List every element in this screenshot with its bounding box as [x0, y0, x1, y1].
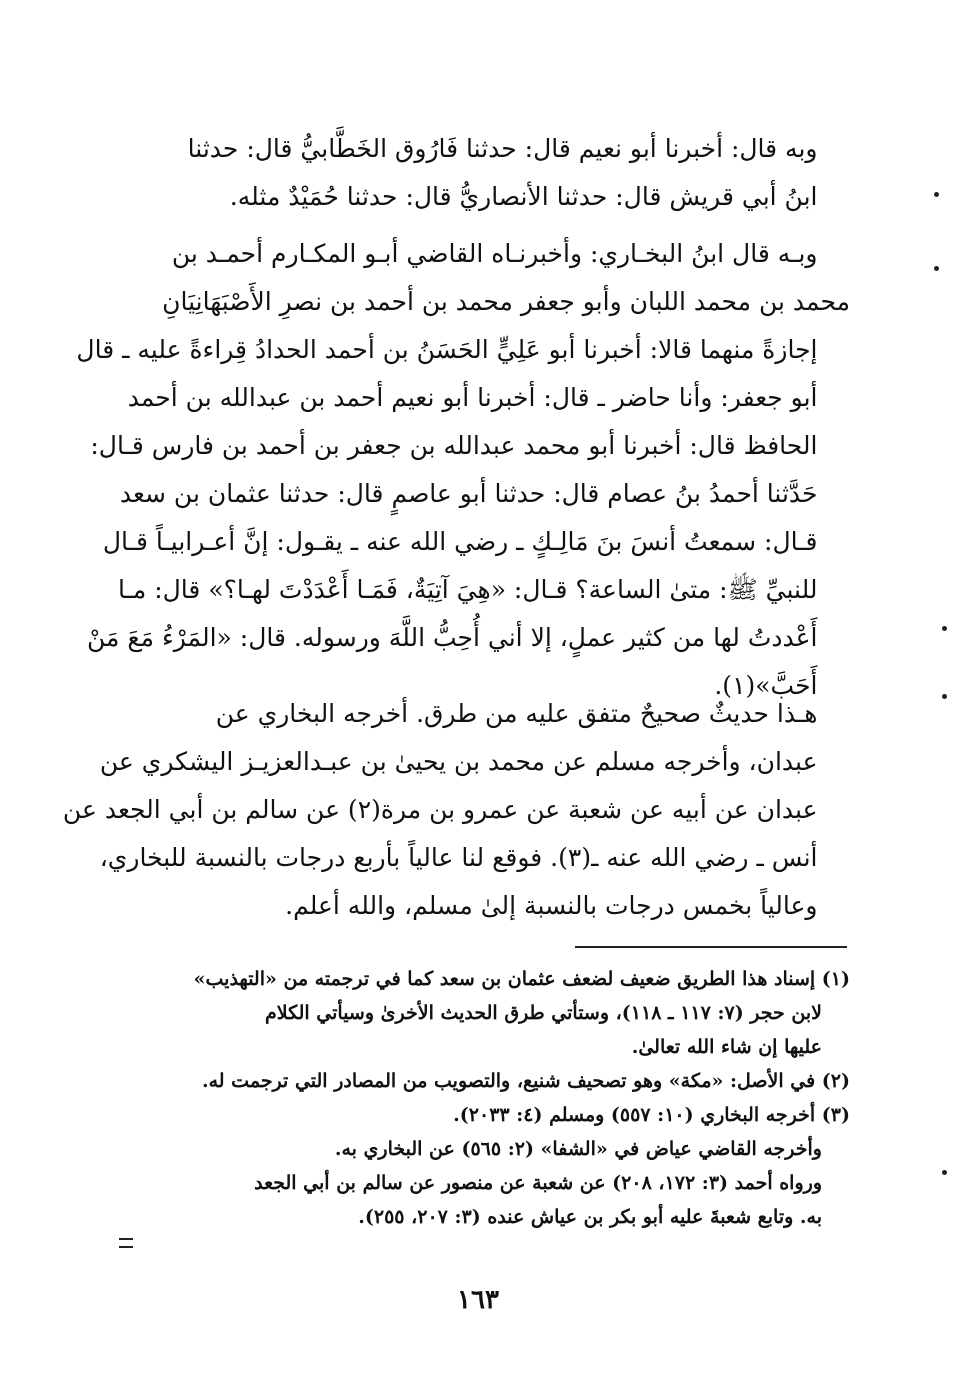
- text-line: قـال: سمعتُ أنسَ بنَ مَالِـكٍ ـ رضي الله عنه ـ يقـول: إنَّ أعـرابيـاً قـال: [102, 527, 818, 556]
- text-line: ابنُ أبي قريش قال: حدثنا الأنصاريُّ قال: حدثنا حُمَيْدٌ مثله.: [229, 182, 818, 211]
- margin-mark: [934, 192, 939, 197]
- text-line: هـذا حديثٌ صحيحٌ متفق عليه من طرق. أخرجه البخاري عن: [215, 699, 818, 728]
- margin-mark: [942, 626, 947, 631]
- text-line: وعالياً بخمس درجات بالنسبة إلىٰ مسلم، والله أعلم.: [285, 891, 818, 920]
- footnote-separator: [575, 946, 847, 948]
- text-line: إجازةً منهما قالا: أخبرنا أبو عَلِيٍّ الحَسَنُ بن أحمد الحدادُ قِراءةً عليه ـ قال: [76, 335, 818, 364]
- footnote-line: ورواه أحمد (٣: ١٧٢، ٢٠٨) عن شعبة عن منصور عن سالم بن أبي الجعد: [254, 1172, 822, 1194]
- footnote-line: (٣) أخرجه البخاري (١٠: ٥٥٧) ومسلم (٤: ٢٠٣٣).: [453, 1104, 850, 1126]
- margin-mark: [934, 266, 939, 271]
- text-line: عبدان عن أبيه عن شعبة عن عمرو بن مرة(٢) عن سالم بن أبي الجعد عن: [62, 795, 818, 824]
- footnote-line: (٢) في الأصل: «مكة» وهو تصحيف شنيع، والتصويب من المصادر التي ترجمت له.: [201, 1070, 850, 1092]
- footnote-line: وأخرجه القاضي عياض في «الشفا» (٢: ٥٦٥) عن البخاري به.: [334, 1138, 822, 1160]
- footnotes: [150, 962, 850, 1234]
- text-line: أَعْددتُ لها من كثير عملٍ، إلا أني أُحِبُّ اللَّهَ ورسوله. قال: «المَرْءُ مَعَ مَنْ: [86, 623, 818, 652]
- paragraph-1: [150, 125, 850, 221]
- text-line: أَحَبَّ»(١).: [714, 671, 818, 700]
- text-line: أنس ـ رضي الله عنه ـ(٣). فوقع لنا عالياً بأربع درجات بالنسبة للبخاري،: [99, 843, 818, 872]
- margin-mark: [119, 1238, 133, 1248]
- margin-mark: [942, 694, 947, 699]
- paragraph-2: [76, 230, 850, 710]
- footnote-line: عليها إن شاء الله تعالىٰ.: [631, 1036, 822, 1058]
- text-line: وبـه قال ابنُ البخـاري: وأخبرنـاه القاضي أبـو المكـارم أحمـد بن: [171, 239, 818, 268]
- text-line: وبه قال: أخبرنا أبو نعيم قال: حدثنا فَارُوق الخَطَّابيُّ قال: حدثنا: [187, 134, 818, 163]
- text-line: الحافظ قال: أخبرنا أبو محمد عبدالله بن جعفر بن أحمد بن فارس قـال:: [90, 431, 818, 460]
- text-line: أبو جعفر: وأنا حاضر ـ قال: أخبرنا أبو نعيم أحمد بن عبدالله بن أحمد: [127, 383, 818, 412]
- text-line: للنبيِّ ﷺ: متىٰ الساعة؟ قـال: «هِيَ آتِيَةٌ، فَمَـا أَعْدَدْتَ لهـا؟» قال: مـا: [117, 575, 818, 604]
- footnote-line: لابن حجر (٧: ١١٧ ـ ١١٨)، وستأتي طرق الحديث الأخرىٰ وسيأتي الكلام: [265, 1002, 822, 1024]
- margin-mark: [942, 1170, 947, 1175]
- page-number: ١٦٣: [457, 1285, 499, 1315]
- text-line: محمد بن محمد اللبان وأبو جعفر محمد بن أحمد بن نصرِ الأَصْبَهَانِيَانِ: [162, 287, 850, 316]
- text-line: عبدان، وأخرجه مسلم عن محمد بن يحيىٰ بن عبـدالعزيـز اليشكري عن: [99, 747, 818, 776]
- text-line: حَدَّثنا أحمدُ بنُ عصام قال: حدثنا أبو عاصمٍ قال: حدثنا عثمان بن سعد: [119, 479, 818, 508]
- footnote-line: (١) إسناد هذا الطريق ضعيف لضعف عثمان بن سعد كما في ترجمته من «التهذيب»: [193, 968, 850, 990]
- paragraph-3: [62, 690, 850, 930]
- footnote-line: به. وتابع شعبةَ عليه أبو بكر بن عياش عنده (٣: ٢٠٧، ٢٥٥).: [358, 1206, 822, 1228]
